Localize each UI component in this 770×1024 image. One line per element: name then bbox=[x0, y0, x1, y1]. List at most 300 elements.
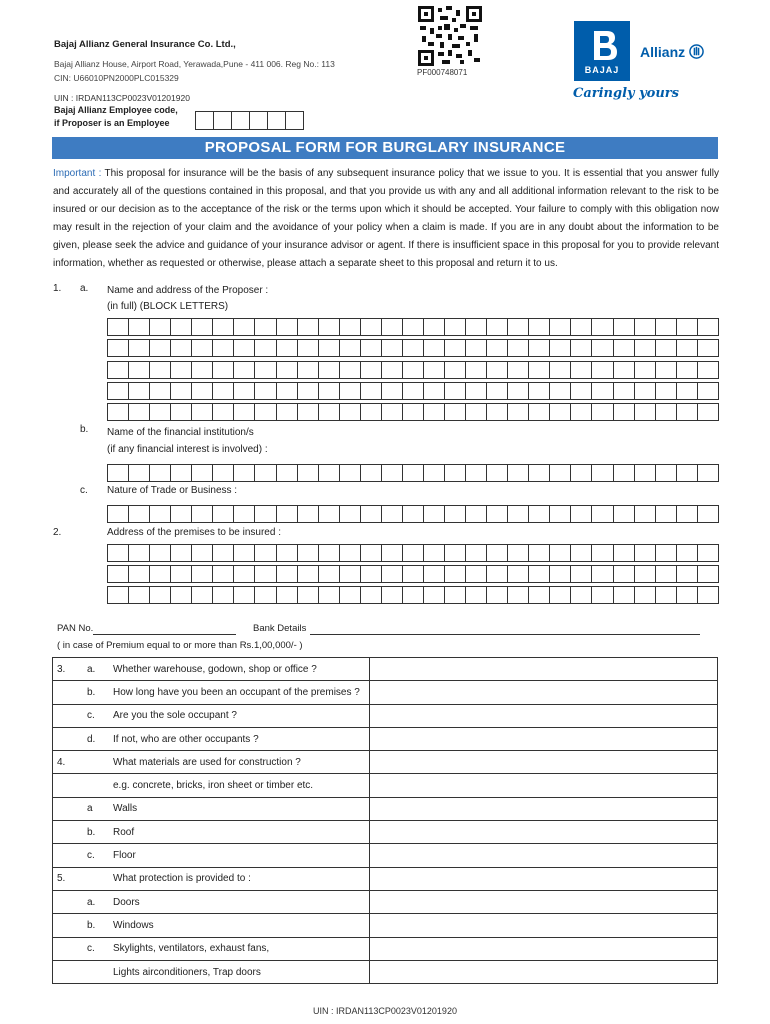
char-box[interactable] bbox=[528, 505, 550, 523]
char-box[interactable] bbox=[507, 339, 529, 357]
answer-cell[interactable] bbox=[370, 751, 718, 774]
char-box[interactable] bbox=[570, 565, 592, 583]
char-box[interactable] bbox=[549, 544, 571, 562]
char-box[interactable] bbox=[297, 544, 319, 562]
char-box[interactable] bbox=[465, 318, 487, 336]
char-box[interactable] bbox=[339, 544, 361, 562]
premises-address-grid[interactable] bbox=[107, 544, 718, 603]
char-box[interactable] bbox=[191, 403, 213, 421]
char-box[interactable] bbox=[402, 361, 424, 379]
char-box[interactable] bbox=[170, 464, 192, 482]
char-box[interactable] bbox=[570, 403, 592, 421]
char-box[interactable] bbox=[570, 544, 592, 562]
char-box[interactable] bbox=[507, 382, 529, 400]
char-box[interactable] bbox=[613, 565, 635, 583]
char-box[interactable] bbox=[381, 403, 403, 421]
char-box[interactable] bbox=[360, 505, 382, 523]
char-box[interactable] bbox=[444, 565, 466, 583]
char-box[interactable] bbox=[212, 403, 234, 421]
char-box[interactable] bbox=[191, 464, 213, 482]
char-box[interactable] bbox=[107, 505, 129, 523]
char-box[interactable] bbox=[591, 382, 613, 400]
char-box[interactable] bbox=[591, 403, 613, 421]
char-box[interactable] bbox=[486, 464, 508, 482]
char-box[interactable] bbox=[613, 544, 635, 562]
char-box[interactable] bbox=[360, 586, 382, 604]
char-box[interactable] bbox=[233, 505, 255, 523]
char-box[interactable] bbox=[507, 586, 529, 604]
char-box[interactable] bbox=[613, 464, 635, 482]
char-box[interactable] bbox=[381, 544, 403, 562]
char-box[interactable] bbox=[444, 403, 466, 421]
char-box[interactable] bbox=[613, 318, 635, 336]
char-box[interactable] bbox=[570, 361, 592, 379]
char-box[interactable] bbox=[423, 382, 445, 400]
char-box[interactable] bbox=[486, 339, 508, 357]
char-box[interactable] bbox=[128, 586, 150, 604]
char-box[interactable] bbox=[528, 382, 550, 400]
char-box[interactable] bbox=[423, 565, 445, 583]
char-box[interactable] bbox=[570, 318, 592, 336]
char-box[interactable] bbox=[676, 464, 698, 482]
char-box[interactable] bbox=[549, 586, 571, 604]
char-box[interactable] bbox=[318, 544, 340, 562]
char-box[interactable] bbox=[107, 586, 129, 604]
char-box[interactable] bbox=[591, 586, 613, 604]
char-box[interactable] bbox=[170, 544, 192, 562]
char-box[interactable] bbox=[423, 361, 445, 379]
char-box[interactable] bbox=[339, 403, 361, 421]
char-box[interactable] bbox=[591, 565, 613, 583]
char-box[interactable] bbox=[254, 318, 276, 336]
char-box[interactable] bbox=[191, 565, 213, 583]
char-box[interactable] bbox=[191, 544, 213, 562]
char-box[interactable] bbox=[634, 382, 656, 400]
answer-cell[interactable] bbox=[370, 727, 718, 750]
char-box[interactable] bbox=[634, 361, 656, 379]
nature-of-trade-grid[interactable] bbox=[107, 505, 718, 522]
char-box[interactable] bbox=[655, 361, 677, 379]
char-box[interactable] bbox=[191, 361, 213, 379]
char-box[interactable] bbox=[233, 361, 255, 379]
char-box[interactable] bbox=[233, 464, 255, 482]
char-box[interactable] bbox=[697, 505, 719, 523]
char-box[interactable] bbox=[233, 318, 255, 336]
char-box[interactable] bbox=[444, 505, 466, 523]
char-box[interactable] bbox=[486, 544, 508, 562]
char-box[interactable] bbox=[591, 318, 613, 336]
char-box[interactable] bbox=[634, 505, 656, 523]
char-box[interactable] bbox=[381, 464, 403, 482]
answer-cell[interactable] bbox=[370, 797, 718, 820]
char-box[interactable] bbox=[655, 318, 677, 336]
char-box[interactable] bbox=[381, 339, 403, 357]
char-box[interactable] bbox=[697, 464, 719, 482]
char-box[interactable] bbox=[339, 339, 361, 357]
char-box[interactable] bbox=[676, 403, 698, 421]
char-box[interactable] bbox=[507, 403, 529, 421]
char-box[interactable] bbox=[318, 361, 340, 379]
char-box[interactable] bbox=[149, 505, 171, 523]
char-box[interactable] bbox=[276, 464, 298, 482]
char-box[interactable] bbox=[233, 544, 255, 562]
char-box[interactable] bbox=[507, 361, 529, 379]
char-box[interactable] bbox=[212, 382, 234, 400]
char-box[interactable] bbox=[212, 586, 234, 604]
char-box[interactable] bbox=[444, 339, 466, 357]
char-box[interactable] bbox=[676, 505, 698, 523]
char-box[interactable] bbox=[212, 565, 234, 583]
char-box[interactable] bbox=[423, 464, 445, 482]
char-box[interactable] bbox=[170, 318, 192, 336]
char-box[interactable] bbox=[634, 586, 656, 604]
char-box[interactable] bbox=[697, 318, 719, 336]
char-box[interactable] bbox=[507, 464, 529, 482]
char-box[interactable] bbox=[465, 464, 487, 482]
answer-cell[interactable] bbox=[370, 960, 718, 983]
char-box[interactable] bbox=[107, 339, 129, 357]
char-box[interactable] bbox=[360, 403, 382, 421]
char-box[interactable] bbox=[676, 586, 698, 604]
char-box[interactable] bbox=[655, 505, 677, 523]
char-box[interactable] bbox=[549, 382, 571, 400]
char-box[interactable] bbox=[149, 565, 171, 583]
char-box[interactable] bbox=[276, 339, 298, 357]
char-box[interactable] bbox=[655, 586, 677, 604]
char-box[interactable] bbox=[318, 339, 340, 357]
char-box[interactable] bbox=[613, 403, 635, 421]
char-box[interactable] bbox=[195, 111, 214, 130]
char-box[interactable] bbox=[507, 505, 529, 523]
char-box[interactable] bbox=[634, 464, 656, 482]
char-box[interactable] bbox=[697, 382, 719, 400]
char-box[interactable] bbox=[381, 565, 403, 583]
char-box[interactable] bbox=[465, 339, 487, 357]
proposer-name-grid-1[interactable] bbox=[107, 318, 718, 356]
char-box[interactable] bbox=[549, 403, 571, 421]
char-box[interactable] bbox=[254, 361, 276, 379]
char-box[interactable] bbox=[465, 565, 487, 583]
char-box[interactable] bbox=[107, 318, 129, 336]
char-box[interactable] bbox=[444, 464, 466, 482]
char-box[interactable] bbox=[318, 464, 340, 482]
char-box[interactable] bbox=[570, 505, 592, 523]
char-box[interactable] bbox=[591, 464, 613, 482]
char-box[interactable] bbox=[655, 403, 677, 421]
char-box[interactable] bbox=[233, 586, 255, 604]
char-box[interactable] bbox=[402, 565, 424, 583]
bank-details-input[interactable] bbox=[310, 634, 700, 635]
char-box[interactable] bbox=[107, 544, 129, 562]
char-box[interactable] bbox=[231, 111, 250, 130]
char-box[interactable] bbox=[549, 464, 571, 482]
char-box[interactable] bbox=[285, 111, 304, 130]
char-box[interactable] bbox=[655, 565, 677, 583]
char-box[interactable] bbox=[528, 361, 550, 379]
char-box[interactable] bbox=[276, 505, 298, 523]
char-box[interactable] bbox=[486, 361, 508, 379]
char-box[interactable] bbox=[613, 339, 635, 357]
char-box[interactable] bbox=[465, 544, 487, 562]
char-box[interactable] bbox=[360, 464, 382, 482]
char-box[interactable] bbox=[528, 403, 550, 421]
char-box[interactable] bbox=[191, 505, 213, 523]
char-box[interactable] bbox=[549, 339, 571, 357]
char-box[interactable] bbox=[613, 586, 635, 604]
char-box[interactable] bbox=[233, 403, 255, 421]
char-box[interactable] bbox=[212, 544, 234, 562]
char-box[interactable] bbox=[149, 382, 171, 400]
char-box[interactable] bbox=[465, 361, 487, 379]
char-box[interactable] bbox=[254, 586, 276, 604]
char-box[interactable] bbox=[297, 464, 319, 482]
answer-cell[interactable] bbox=[370, 890, 718, 913]
char-box[interactable] bbox=[254, 505, 276, 523]
char-box[interactable] bbox=[528, 318, 550, 336]
char-box[interactable] bbox=[486, 403, 508, 421]
char-box[interactable] bbox=[267, 111, 286, 130]
char-box[interactable] bbox=[402, 505, 424, 523]
char-box[interactable] bbox=[360, 565, 382, 583]
answer-cell[interactable] bbox=[370, 821, 718, 844]
char-box[interactable] bbox=[212, 505, 234, 523]
char-box[interactable] bbox=[254, 403, 276, 421]
char-box[interactable] bbox=[254, 464, 276, 482]
answer-cell[interactable] bbox=[370, 867, 718, 890]
char-box[interactable] bbox=[191, 382, 213, 400]
char-box[interactable] bbox=[402, 586, 424, 604]
char-box[interactable] bbox=[591, 544, 613, 562]
char-box[interactable] bbox=[318, 318, 340, 336]
answer-cell[interactable] bbox=[370, 914, 718, 937]
char-box[interactable] bbox=[676, 361, 698, 379]
char-box[interactable] bbox=[128, 505, 150, 523]
char-box[interactable] bbox=[655, 544, 677, 562]
char-box[interactable] bbox=[107, 565, 129, 583]
pan-input[interactable] bbox=[93, 634, 236, 635]
char-box[interactable] bbox=[360, 382, 382, 400]
char-box[interactable] bbox=[149, 318, 171, 336]
char-box[interactable] bbox=[613, 361, 635, 379]
answer-cell[interactable] bbox=[370, 937, 718, 960]
char-box[interactable] bbox=[318, 565, 340, 583]
char-box[interactable] bbox=[339, 318, 361, 336]
char-box[interactable] bbox=[528, 544, 550, 562]
char-box[interactable] bbox=[507, 544, 529, 562]
char-box[interactable] bbox=[486, 382, 508, 400]
char-box[interactable] bbox=[402, 339, 424, 357]
char-box[interactable] bbox=[276, 318, 298, 336]
char-box[interactable] bbox=[128, 361, 150, 379]
char-box[interactable] bbox=[486, 505, 508, 523]
char-box[interactable] bbox=[444, 382, 466, 400]
char-box[interactable] bbox=[444, 361, 466, 379]
char-box[interactable] bbox=[212, 464, 234, 482]
char-box[interactable] bbox=[191, 586, 213, 604]
char-box[interactable] bbox=[128, 544, 150, 562]
char-box[interactable] bbox=[381, 505, 403, 523]
char-box[interactable] bbox=[465, 403, 487, 421]
char-box[interactable] bbox=[655, 464, 677, 482]
char-box[interactable] bbox=[697, 565, 719, 583]
answer-cell[interactable] bbox=[370, 844, 718, 867]
char-box[interactable] bbox=[591, 339, 613, 357]
char-box[interactable] bbox=[360, 361, 382, 379]
char-box[interactable] bbox=[528, 464, 550, 482]
char-box[interactable] bbox=[381, 382, 403, 400]
char-box[interactable] bbox=[676, 339, 698, 357]
char-box[interactable] bbox=[423, 544, 445, 562]
char-box[interactable] bbox=[128, 464, 150, 482]
char-box[interactable] bbox=[276, 565, 298, 583]
char-box[interactable] bbox=[170, 339, 192, 357]
char-box[interactable] bbox=[128, 318, 150, 336]
char-box[interactable] bbox=[339, 505, 361, 523]
char-box[interactable] bbox=[402, 382, 424, 400]
char-box[interactable] bbox=[233, 565, 255, 583]
char-box[interactable] bbox=[381, 361, 403, 379]
char-box[interactable] bbox=[570, 464, 592, 482]
char-box[interactable] bbox=[297, 382, 319, 400]
char-box[interactable] bbox=[128, 339, 150, 357]
char-box[interactable] bbox=[318, 382, 340, 400]
char-box[interactable] bbox=[570, 586, 592, 604]
char-box[interactable] bbox=[465, 586, 487, 604]
char-box[interactable] bbox=[634, 318, 656, 336]
char-box[interactable] bbox=[381, 586, 403, 604]
char-box[interactable] bbox=[591, 505, 613, 523]
char-box[interactable] bbox=[149, 339, 171, 357]
answer-cell[interactable] bbox=[370, 704, 718, 727]
employee-code-input[interactable] bbox=[195, 111, 303, 130]
char-box[interactable] bbox=[107, 361, 129, 379]
char-box[interactable] bbox=[444, 586, 466, 604]
char-box[interactable] bbox=[107, 403, 129, 421]
char-box[interactable] bbox=[170, 403, 192, 421]
char-box[interactable] bbox=[634, 339, 656, 357]
char-box[interactable] bbox=[170, 505, 192, 523]
char-box[interactable] bbox=[254, 382, 276, 400]
char-box[interactable] bbox=[360, 544, 382, 562]
char-box[interactable] bbox=[360, 339, 382, 357]
char-box[interactable] bbox=[128, 403, 150, 421]
char-box[interactable] bbox=[360, 318, 382, 336]
char-box[interactable] bbox=[107, 382, 129, 400]
char-box[interactable] bbox=[528, 339, 550, 357]
char-box[interactable] bbox=[297, 318, 319, 336]
financial-institution-grid[interactable] bbox=[107, 464, 718, 481]
char-box[interactable] bbox=[297, 505, 319, 523]
char-box[interactable] bbox=[191, 339, 213, 357]
char-box[interactable] bbox=[591, 361, 613, 379]
char-box[interactable] bbox=[486, 565, 508, 583]
char-box[interactable] bbox=[444, 544, 466, 562]
char-box[interactable] bbox=[339, 464, 361, 482]
char-box[interactable] bbox=[276, 403, 298, 421]
proposer-name-grid-2[interactable] bbox=[107, 361, 718, 420]
char-box[interactable] bbox=[402, 403, 424, 421]
char-box[interactable] bbox=[570, 382, 592, 400]
char-box[interactable] bbox=[697, 544, 719, 562]
char-box[interactable] bbox=[318, 403, 340, 421]
char-box[interactable] bbox=[465, 505, 487, 523]
char-box[interactable] bbox=[697, 586, 719, 604]
char-box[interactable] bbox=[149, 361, 171, 379]
char-box[interactable] bbox=[549, 505, 571, 523]
char-box[interactable] bbox=[676, 544, 698, 562]
char-box[interactable] bbox=[212, 318, 234, 336]
char-box[interactable] bbox=[249, 111, 268, 130]
char-box[interactable] bbox=[697, 403, 719, 421]
char-box[interactable] bbox=[528, 586, 550, 604]
char-box[interactable] bbox=[634, 565, 656, 583]
char-box[interactable] bbox=[191, 318, 213, 336]
char-box[interactable] bbox=[339, 361, 361, 379]
char-box[interactable] bbox=[507, 565, 529, 583]
char-box[interactable] bbox=[634, 544, 656, 562]
char-box[interactable] bbox=[444, 318, 466, 336]
char-box[interactable] bbox=[423, 403, 445, 421]
char-box[interactable] bbox=[233, 382, 255, 400]
char-box[interactable] bbox=[570, 339, 592, 357]
char-box[interactable] bbox=[402, 544, 424, 562]
answer-cell[interactable] bbox=[370, 681, 718, 704]
char-box[interactable] bbox=[613, 505, 635, 523]
char-box[interactable] bbox=[676, 318, 698, 336]
char-box[interactable] bbox=[276, 586, 298, 604]
char-box[interactable] bbox=[528, 565, 550, 583]
char-box[interactable] bbox=[423, 318, 445, 336]
char-box[interactable] bbox=[107, 464, 129, 482]
char-box[interactable] bbox=[655, 339, 677, 357]
answer-cell[interactable] bbox=[370, 658, 718, 681]
char-box[interactable] bbox=[423, 586, 445, 604]
char-box[interactable] bbox=[697, 361, 719, 379]
char-box[interactable] bbox=[254, 565, 276, 583]
char-box[interactable] bbox=[486, 318, 508, 336]
char-box[interactable] bbox=[233, 339, 255, 357]
char-box[interactable] bbox=[297, 403, 319, 421]
char-box[interactable] bbox=[276, 544, 298, 562]
char-box[interactable] bbox=[170, 565, 192, 583]
char-box[interactable] bbox=[339, 565, 361, 583]
char-box[interactable] bbox=[402, 318, 424, 336]
char-box[interactable] bbox=[318, 505, 340, 523]
char-box[interactable] bbox=[297, 586, 319, 604]
char-box[interactable] bbox=[149, 544, 171, 562]
char-box[interactable] bbox=[212, 339, 234, 357]
char-box[interactable] bbox=[213, 111, 232, 130]
char-box[interactable] bbox=[634, 403, 656, 421]
char-box[interactable] bbox=[486, 586, 508, 604]
char-box[interactable] bbox=[339, 382, 361, 400]
char-box[interactable] bbox=[170, 361, 192, 379]
char-box[interactable] bbox=[149, 403, 171, 421]
char-box[interactable] bbox=[170, 586, 192, 604]
char-box[interactable] bbox=[212, 361, 234, 379]
char-box[interactable] bbox=[318, 586, 340, 604]
char-box[interactable] bbox=[276, 382, 298, 400]
char-box[interactable] bbox=[297, 339, 319, 357]
char-box[interactable] bbox=[254, 339, 276, 357]
char-box[interactable] bbox=[149, 464, 171, 482]
char-box[interactable] bbox=[170, 382, 192, 400]
char-box[interactable] bbox=[655, 382, 677, 400]
char-box[interactable] bbox=[676, 382, 698, 400]
char-box[interactable] bbox=[149, 586, 171, 604]
char-box[interactable] bbox=[423, 505, 445, 523]
char-box[interactable] bbox=[381, 318, 403, 336]
